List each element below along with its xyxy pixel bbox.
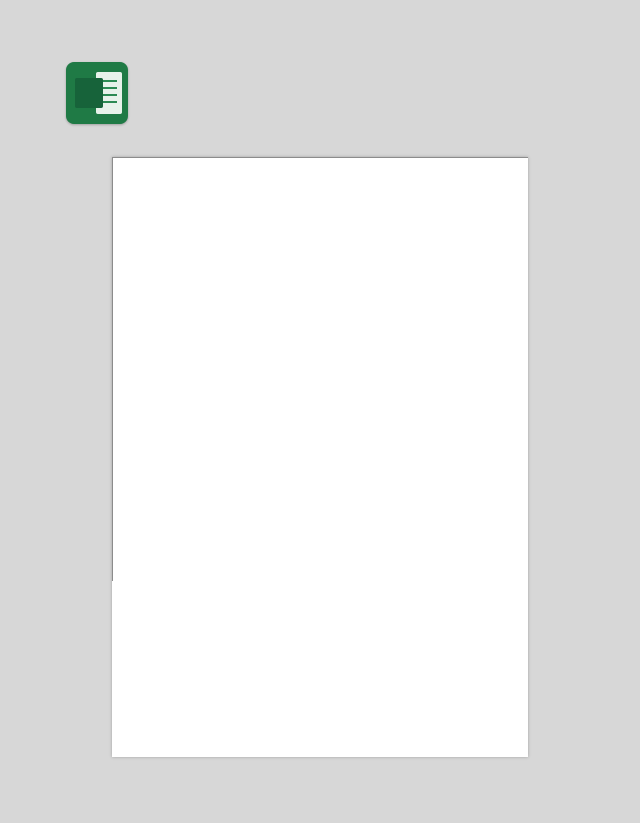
- banner: [0, 0, 640, 150]
- spreadsheet-preview: [112, 157, 528, 757]
- excel-x-letter: [75, 78, 103, 108]
- excel-logo-icon: [66, 62, 128, 124]
- plan-table: [112, 157, 528, 581]
